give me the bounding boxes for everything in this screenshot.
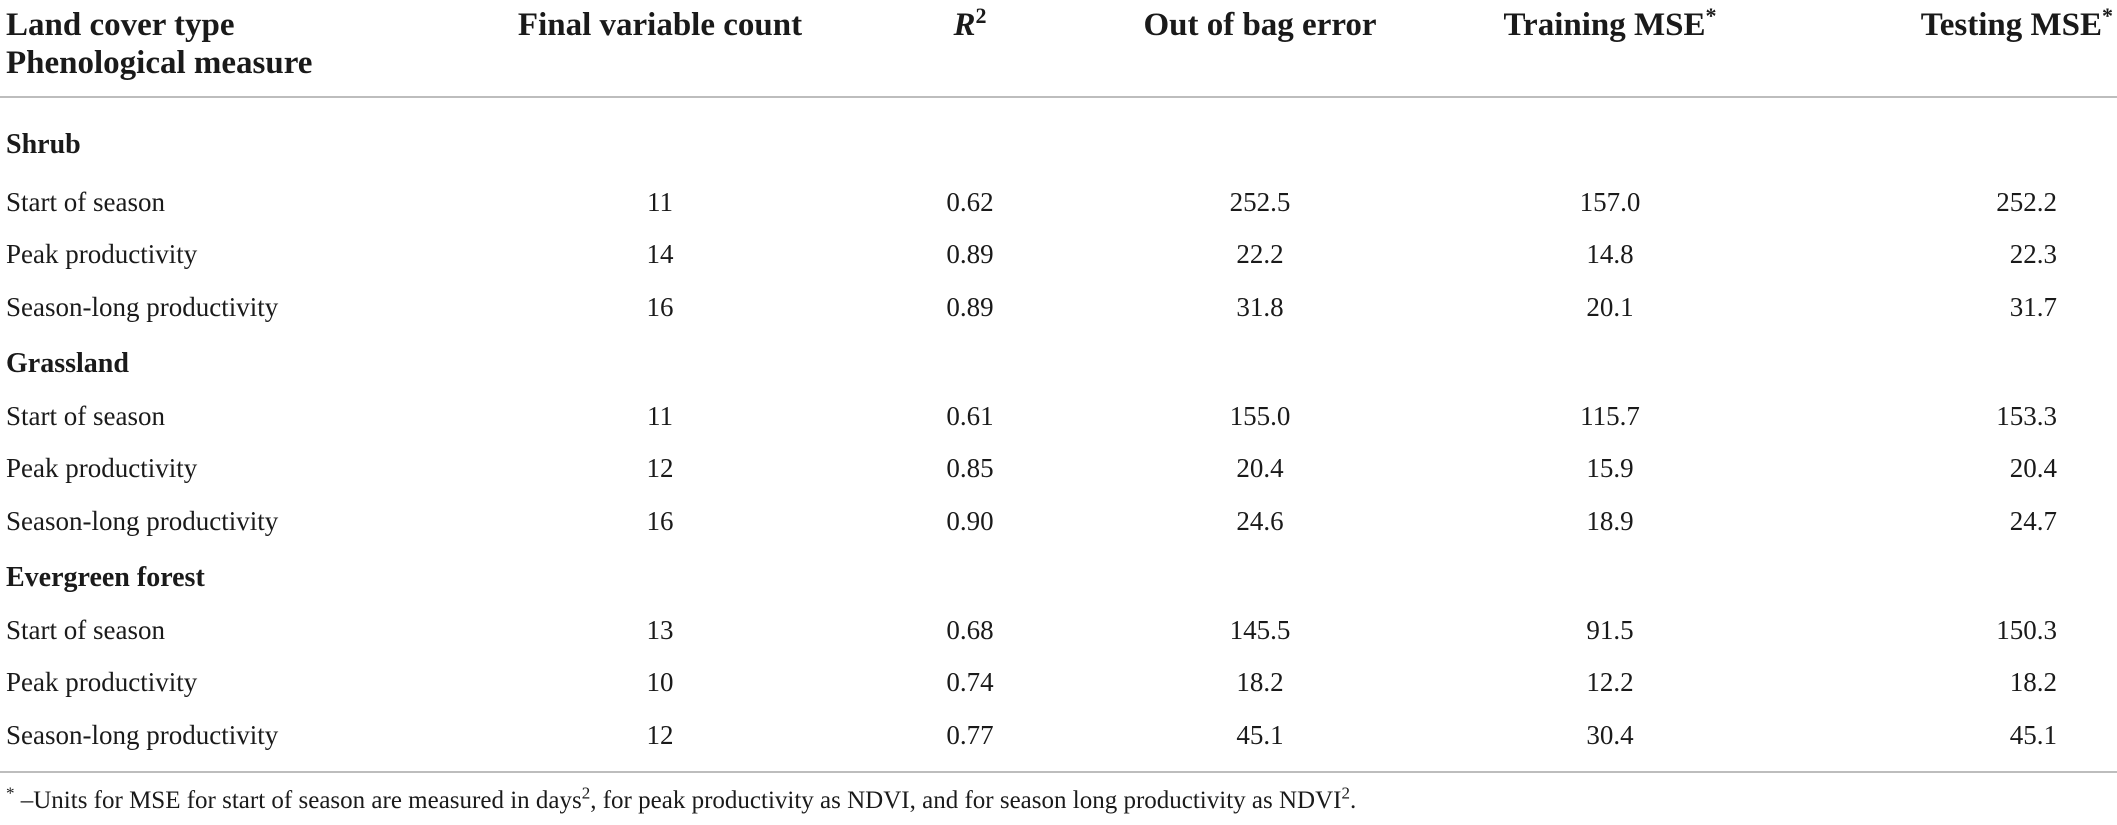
cell-r-squared: 0.61 <box>946 400 994 431</box>
cell-final-variable-count: 11 <box>647 400 673 431</box>
table-row <box>0 657 2117 710</box>
cell-r-squared: 0.68 <box>946 614 994 645</box>
cell-phenological-measure: Start of season <box>6 614 165 645</box>
land-cover-type-label: Evergreen forest <box>6 561 205 593</box>
table-row <box>0 443 2117 496</box>
cell-training-mse: 18.9 <box>1586 505 1634 536</box>
header-testing-mse <box>1790 0 2117 97</box>
header-land-cover-measure <box>0 0 470 97</box>
cell-testing-mse: 22.3 <box>2009 239 2057 270</box>
header-phenological-measure: Phenological measure <box>6 45 313 81</box>
cell-testing-mse: 252.2 <box>1996 186 2057 217</box>
cell-training-mse: 91.5 <box>1586 614 1634 645</box>
cell-testing-mse: 153.3 <box>1996 400 2057 431</box>
cell-final-variable-count: 16 <box>646 291 674 322</box>
header-final-variable-count-label: Final variable count <box>517 7 803 43</box>
header-testing-mse-label: Testing MSE <box>1920 7 2102 43</box>
cell-testing-mse: 18.2 <box>2009 667 2057 698</box>
header-row <box>0 0 2117 97</box>
header-r-squared-sup: 2 <box>975 3 987 28</box>
cell-final-variable-count: 14 <box>646 239 674 270</box>
footnote-text-part2: , for peak productivity as NDVI, and for season long productivity as NDVI <box>590 787 1342 814</box>
header-final-variable-count <box>470 0 850 97</box>
header-land-cover-type: Land cover type <box>6 7 235 43</box>
cell-testing-mse: 150.3 <box>1996 614 2057 645</box>
header-training-mse-sup: * <box>1705 3 1717 28</box>
cell-training-mse: 30.4 <box>1586 719 1634 750</box>
footnote-sup1: 2 <box>581 783 591 803</box>
table-row <box>0 229 2117 282</box>
footnote-sup2: 2 <box>1341 783 1350 803</box>
cell-out-of-bag-error: 145.5 <box>1229 614 1291 645</box>
cell-phenological-measure: Start of season <box>6 186 165 217</box>
cell-phenological-measure: Start of season <box>6 400 165 431</box>
footnote <box>6 783 1357 816</box>
header-testing-mse-sup: * <box>2102 3 2113 28</box>
cell-training-mse: 157.0 <box>1579 186 1641 217</box>
cell-phenological-measure: Season-long productivity <box>6 719 279 750</box>
cell-out-of-bag-error: 252.5 <box>1229 186 1291 217</box>
group-row <box>0 548 2117 605</box>
cell-r-squared: 0.89 <box>946 239 994 270</box>
cell-out-of-bag-error: 31.8 <box>1236 291 1284 322</box>
cell-phenological-measure: Peak productivity <box>6 667 198 698</box>
cell-out-of-bag-error: 24.6 <box>1236 505 1284 536</box>
cell-out-of-bag-error: 18.2 <box>1236 667 1284 698</box>
table-row <box>0 176 2117 229</box>
cell-r-squared: 0.77 <box>946 719 994 750</box>
header-out-of-bag-error <box>1090 0 1430 97</box>
table-row <box>0 495 2117 548</box>
footnote-text-part1: –Units for MSE for start of season are measured in days <box>14 787 582 814</box>
cell-out-of-bag-error: 22.2 <box>1236 239 1284 270</box>
footnote-text-part3: . <box>1349 787 1357 814</box>
cell-final-variable-count: 12 <box>646 453 674 484</box>
cell-testing-mse: 31.7 <box>2009 291 2057 322</box>
table-header <box>0 0 2117 97</box>
cell-phenological-measure: Peak productivity <box>6 239 198 270</box>
cell-phenological-measure: Season-long productivity <box>6 291 279 322</box>
footnote-marker: * <box>6 783 15 803</box>
group-row <box>0 334 2117 391</box>
cell-phenological-measure: Season-long productivity <box>6 505 279 536</box>
cell-out-of-bag-error: 45.1 <box>1236 719 1284 750</box>
cell-training-mse: 115.7 <box>1580 400 1640 431</box>
cell-final-variable-count: 13 <box>646 614 674 645</box>
cell-testing-mse: 45.1 <box>2009 719 2057 750</box>
table-row <box>0 390 2117 443</box>
cell-final-variable-count: 11 <box>647 186 673 217</box>
header-r-squared <box>850 0 1090 97</box>
cell-r-squared: 0.89 <box>946 291 994 322</box>
table-body <box>0 97 2117 762</box>
land-cover-type-label: Grassland <box>6 347 129 379</box>
cell-r-squared: 0.90 <box>946 505 994 536</box>
cell-out-of-bag-error: 155.0 <box>1229 400 1291 431</box>
cell-r-squared: 0.85 <box>946 453 994 484</box>
land-cover-type-label: Shrub <box>6 129 81 160</box>
group-row <box>0 97 2117 176</box>
table-row <box>0 281 2117 334</box>
table-row <box>0 604 2117 657</box>
cell-final-variable-count: 10 <box>646 667 674 698</box>
cell-training-mse: 12.2 <box>1586 667 1634 698</box>
cell-r-squared: 0.74 <box>946 667 994 698</box>
cell-phenological-measure: Peak productivity <box>6 453 198 484</box>
cell-testing-mse: 24.7 <box>2009 505 2057 536</box>
cell-training-mse: 15.9 <box>1586 453 1634 484</box>
header-training-mse-label: Training MSE <box>1503 7 1706 43</box>
cell-final-variable-count: 16 <box>646 505 674 536</box>
header-training-mse <box>1430 0 1790 97</box>
cell-training-mse: 14.8 <box>1586 239 1634 270</box>
cell-training-mse: 20.1 <box>1586 291 1634 322</box>
header-out-of-bag-error-label: Out of bag error <box>1143 7 1377 43</box>
table-row <box>0 709 2117 762</box>
cell-r-squared: 0.62 <box>946 186 994 217</box>
cell-out-of-bag-error: 20.4 <box>1236 453 1284 484</box>
cell-final-variable-count: 12 <box>646 719 674 750</box>
bottom-rule <box>0 771 2117 773</box>
cell-testing-mse: 20.4 <box>2009 453 2057 484</box>
header-r-squared-base: R <box>953 7 976 43</box>
